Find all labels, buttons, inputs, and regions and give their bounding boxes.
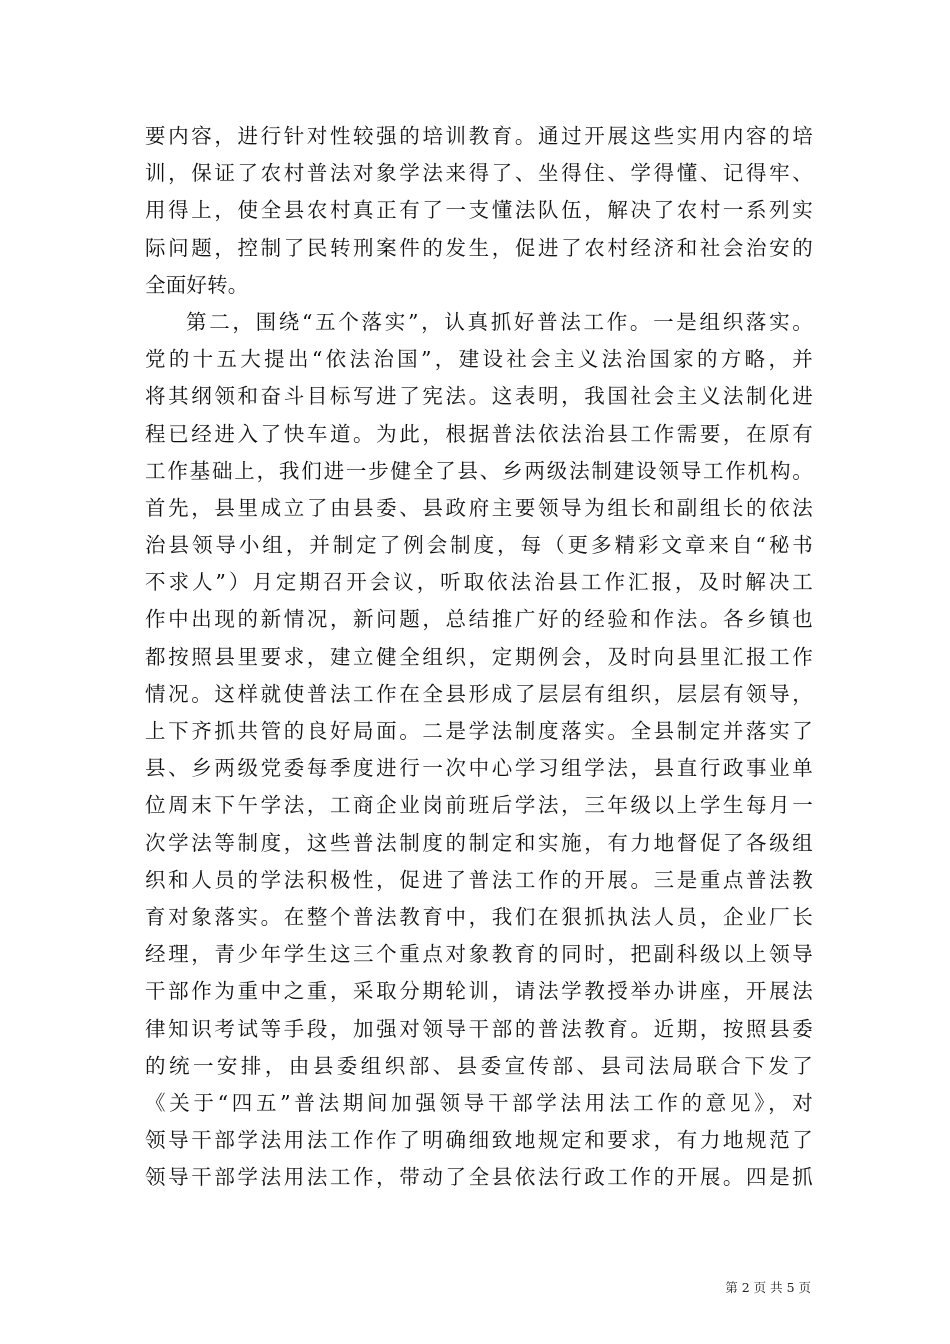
text-line: 要内容，进行针对性较强的培训教育。通过开展这些实用内容的培 [145, 124, 813, 148]
text-line: 作中出现的新情况，新问题，总结推广好的经验和作法。各乡镇也 [145, 607, 813, 632]
text-line: 位周末下午学法，工商企业岗前班后学法，三年级以上学生每月一 [145, 793, 813, 818]
text-line: 训，保证了农村普法对象学法来得了、坐得住、学得懂、记得牢、 [145, 161, 813, 186]
text-line: 次学法等制度，这些普法制度的制定和实施，有力地督促了各级组 [145, 830, 813, 855]
text-line: 干部作为重中之重，采取分期轮训，请法学教授举办讲座，开展法 [145, 979, 813, 1004]
text-line: 全面好转。 [145, 272, 249, 297]
text-line: 育对象落实。在整个普法教育中，我们在狠抓执法人员，企业厂长 [145, 904, 813, 929]
text-line: 将其纲领和奋斗目标写进了宪法。这表明，我国社会主义法制化进 [145, 384, 813, 409]
text-line: 党的十五大提出“依法治国”，建设社会主义法治国家的方略，并 [145, 347, 813, 372]
text-line: 程已经进入了快车道。为此，根据普法依法治县工作需要，在原有 [145, 421, 813, 446]
body-text [145, 118, 813, 1196]
text-line: 都按照县里要求，建立健全组织，定期例会，及时向县里汇报工作 [145, 644, 813, 669]
text-line: 治县领导小组，并制定了例会制度，每（更多精彩文章来自“秘书 [145, 533, 813, 558]
text-line: 县、乡两级党委每季度进行一次中心学习组学法，县直行政事业单 [145, 756, 813, 781]
text-line: 领导干部学法用法工作作了明确细致地规定和要求，有力地规范了 [145, 1128, 813, 1153]
text-line: 情况。这样就使普法工作在全县形成了层层有组织，层层有领导， [145, 681, 813, 706]
text-line: 经理，青少年学生这三个重点对象教育的同时，把副科级以上领导 [145, 942, 813, 967]
text-line: 首先，县里成立了由县委、县政府主要领导为组长和副组长的依法 [145, 495, 813, 520]
text-line: 律知识考试等手段，加强对领导干部的普法教育。近期，按照县委 [145, 1016, 813, 1041]
text-line: 际问题，控制了民转刑案件的发生，促进了农村经济和社会治安的 [145, 235, 813, 260]
text-line: 《关于“四五”普法期间加强领导干部学法用法工作的意见》，对 [145, 1090, 813, 1115]
text-line: 不求人”）月定期召开会议，听取依法治县工作汇报，及时解决工 [145, 570, 813, 595]
text-line: 上下齐抓共管的良好局面。二是学法制度落实。全县制定并落实了 [145, 719, 813, 743]
text-line: 织和人员的学法积极性，促进了普法工作的开展。三是重点普法教 [145, 867, 813, 892]
text-line: 领导干部学法用法工作，带动了全县依法行政工作的开展。四是抓 [145, 1165, 813, 1190]
text-line: 用得上，使全县农村真正有了一支懂法队伍，解决了农村一系列实 [145, 198, 813, 223]
page-number: 第 2 页 共 5 页 [725, 1280, 811, 1295]
paragraph-start-line: 第二，围绕“五个落实”，认真抓好普法工作。一是组织落实。 [186, 309, 813, 334]
text-line: 的统一安排，由县委组织部、县委宣传部、县司法局联合下发了 [145, 1053, 813, 1078]
text-line: 工作基础上，我们进一步健全了县、乡两级法制建设领导工作机构。 [145, 458, 813, 483]
